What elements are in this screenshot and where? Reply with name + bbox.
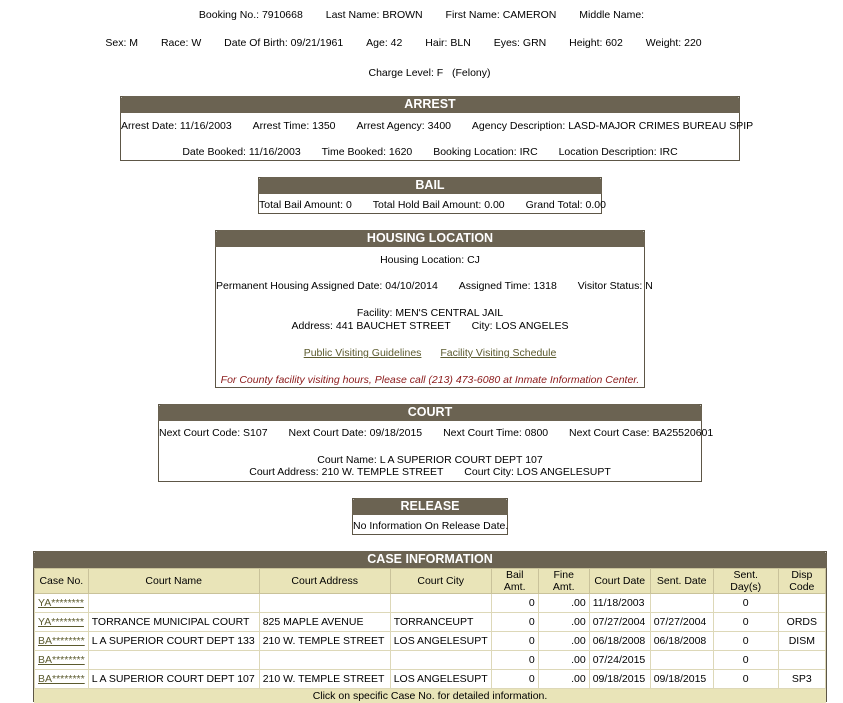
time-booked: Time Booked: 1620 xyxy=(321,146,413,158)
visiting-links xyxy=(216,347,644,359)
agency-description: Agency Description: LASD-MAJOR CRIMES BUREAU SPIP xyxy=(471,120,754,132)
release-panel xyxy=(352,498,508,535)
charge-description: (Felony) xyxy=(451,67,491,79)
next-court-time: Next Court Time: 0800 xyxy=(443,427,549,439)
court-city-cell: LOS ANGELESUPT xyxy=(390,632,491,651)
arrest-date: Arrest Date: 11/16/2003 xyxy=(121,120,232,132)
col-court-address: Court Address xyxy=(259,569,390,594)
court-panel xyxy=(158,404,714,482)
release-info: No Information On Release Date. xyxy=(353,520,509,532)
eyes: Eyes: GRN xyxy=(493,37,547,49)
location-description: Location Description: IRC xyxy=(558,146,678,158)
arrest-panel xyxy=(120,96,754,161)
visitor-status: Visitor Status: N xyxy=(577,280,653,292)
col-disp-code: Disp Code xyxy=(778,569,825,594)
sent-date-cell xyxy=(650,651,713,670)
arrest-time: Arrest Time: 1350 xyxy=(252,120,336,132)
housing-title: HOUSING LOCATION xyxy=(215,230,645,247)
charge-line xyxy=(8,67,843,79)
next-court-date: Next Court Date: 09/18/2015 xyxy=(288,427,423,439)
facility: Facility: MEN'S CENTRAL JAIL xyxy=(356,307,504,319)
col-bail-amt: Bail Amt. xyxy=(491,569,538,594)
last-name: Last Name: BROWN xyxy=(325,9,423,21)
arrest-row-1 xyxy=(121,120,754,132)
sent-days-cell: 0 xyxy=(713,651,778,670)
col-fine-amt: Fine Amt. xyxy=(538,569,589,594)
sent-days-cell: 0 xyxy=(713,670,778,689)
fine-amt-cell: .00 xyxy=(538,670,589,689)
case-no-link[interactable]: YA******** xyxy=(38,616,84,628)
fine-amt-cell: .00 xyxy=(538,613,589,632)
booking-no: Booking No.: 7910668 xyxy=(198,9,303,21)
disp-code-cell xyxy=(778,594,825,613)
case-table-header xyxy=(35,569,826,594)
disp-code-cell: ORDS xyxy=(778,613,825,632)
height: Height: 602 xyxy=(569,37,623,49)
public-visiting-guidelines-link[interactable]: Public Visiting Guidelines xyxy=(303,347,422,359)
release-title: RELEASE xyxy=(352,498,508,515)
age: Age: 42 xyxy=(366,37,403,49)
fine-amt-cell: .00 xyxy=(538,632,589,651)
court-address-cell: 825 MAPLE AVENUE xyxy=(259,613,390,632)
charge-level: Charge Level: F xyxy=(368,67,444,79)
disp-code-cell: DISM xyxy=(778,632,825,651)
next-court-case: Next Court Case: BA25520601 xyxy=(569,427,714,439)
sent-date-cell: 06/18/2008 xyxy=(650,632,713,651)
court-city: Court City: LOS ANGELESUPT xyxy=(464,466,611,478)
court-city-cell xyxy=(390,594,491,613)
sent-date-cell: 09/18/2015 xyxy=(650,670,713,689)
court-city-cell xyxy=(390,651,491,670)
facility-city: City: LOS ANGELES xyxy=(471,320,569,332)
middle-name: Middle Name: xyxy=(579,9,645,21)
assigned-time: Assigned Time: 1318 xyxy=(458,280,557,292)
court-name-cell xyxy=(88,651,259,670)
court-date-cell: 09/18/2015 xyxy=(589,670,650,689)
grand-total: Grand Total: 0.00 xyxy=(525,199,606,211)
table-row xyxy=(35,632,826,651)
court-name-cell xyxy=(88,594,259,613)
court-name-cell: L A SUPERIOR COURT DEPT 107 xyxy=(88,670,259,689)
sent-days-cell: 0 xyxy=(713,632,778,651)
fine-amt-cell: .00 xyxy=(538,651,589,670)
court-city-cell: LOS ANGELESUPT xyxy=(390,670,491,689)
table-row xyxy=(35,670,826,689)
col-case-no: Case No. xyxy=(35,569,89,594)
bail-title: BAIL xyxy=(258,177,602,194)
bail-amt-cell: 0 xyxy=(491,651,538,670)
court-row-1 xyxy=(159,427,714,439)
court-address-cell xyxy=(259,594,390,613)
arrest-row-2 xyxy=(121,146,739,158)
weight: Weight: 220 xyxy=(645,37,702,49)
sent-days-cell: 0 xyxy=(713,613,778,632)
court-date-cell: 07/27/2004 xyxy=(589,613,650,632)
inmate-name-line xyxy=(0,9,843,21)
date-of-birth: Date Of Birth: 09/21/1961 xyxy=(224,37,344,49)
next-court-code: Next Court Code: S107 xyxy=(159,427,268,439)
arrest-agency: Arrest Agency: 3400 xyxy=(356,120,451,132)
court-address: Court Address: 210 W. TEMPLE STREET xyxy=(249,466,444,478)
arrest-title: ARREST xyxy=(120,96,740,113)
bail-panel xyxy=(258,177,606,214)
sex: Sex: M xyxy=(105,37,139,49)
facility-address: Address: 441 BAUCHET STREET xyxy=(291,320,451,332)
court-name-cell: L A SUPERIOR COURT DEPT 133 xyxy=(88,632,259,651)
visiting-hours-notice: For County facility visiting hours, Please call (213) 473-6080 at Inmate Information Center. xyxy=(220,374,640,386)
case-no-link[interactable]: BA******** xyxy=(38,635,85,647)
court-name-cell: TORRANCE MUNICIPAL COURT xyxy=(88,613,259,632)
court-address-cell: 210 W. TEMPLE STREET xyxy=(259,670,390,689)
bail-row xyxy=(259,199,606,211)
table-row xyxy=(35,651,826,670)
col-sent-days: Sent. Day(s) xyxy=(713,569,778,594)
housing-panel xyxy=(215,230,653,388)
total-hold-bail-amount: Total Hold Bail Amount: 0.00 xyxy=(372,199,505,211)
disp-code-cell: SP3 xyxy=(778,670,825,689)
first-name: First Name: CAMERON xyxy=(445,9,557,21)
permanent-housing-date: Permanent Housing Assigned Date: 04/10/2014 xyxy=(216,280,438,292)
table-row xyxy=(35,594,826,613)
court-address-row xyxy=(159,466,701,478)
court-address-cell xyxy=(259,651,390,670)
col-sent-date: Sent. Date xyxy=(650,569,713,594)
race: Race: W xyxy=(160,37,202,49)
court-city-cell: TORRANCEUPT xyxy=(390,613,491,632)
court-title: COURT xyxy=(158,404,702,421)
disp-code-cell xyxy=(778,651,825,670)
case-no-link[interactable]: BA******** xyxy=(38,654,85,666)
court-address-cell: 210 W. TEMPLE STREET xyxy=(259,632,390,651)
case-information-title: CASE INFORMATION xyxy=(33,551,827,568)
table-row xyxy=(35,613,826,632)
housing-location: Housing Location: CJ xyxy=(380,254,480,266)
sent-days-cell: 0 xyxy=(713,594,778,613)
bail-amt-cell: 0 xyxy=(491,613,538,632)
total-bail-amount: Total Bail Amount: 0 xyxy=(259,199,352,211)
court-date-cell: 11/18/2003 xyxy=(589,594,650,613)
hair: Hair: BLN xyxy=(425,37,471,49)
court-date-cell: 06/18/2008 xyxy=(589,632,650,651)
col-court-city: Court City xyxy=(390,569,491,594)
case-table xyxy=(34,568,826,689)
sent-date-cell xyxy=(650,594,713,613)
booking-location: Booking Location: IRC xyxy=(433,146,538,158)
inmate-physical-line xyxy=(0,37,825,49)
bail-amt-cell: 0 xyxy=(491,594,538,613)
case-information-panel xyxy=(33,551,827,702)
facility-visiting-schedule-link[interactable]: Facility Visiting Schedule xyxy=(440,347,557,359)
sent-date-cell: 07/27/2004 xyxy=(650,613,713,632)
court-name: Court Name: L A SUPERIOR COURT DEPT 107 xyxy=(317,454,543,466)
col-court-name: Court Name xyxy=(88,569,259,594)
date-booked: Date Booked: 11/16/2003 xyxy=(182,146,301,158)
court-date-cell: 07/24/2015 xyxy=(589,651,650,670)
case-no-link[interactable]: BA******** xyxy=(38,673,85,685)
case-no-link[interactable]: YA******** xyxy=(38,597,84,609)
fine-amt-cell: .00 xyxy=(538,594,589,613)
bail-amt-cell: 0 xyxy=(491,670,538,689)
bail-amt-cell: 0 xyxy=(491,632,538,651)
facility-address-row xyxy=(216,320,644,332)
col-court-date: Court Date xyxy=(589,569,650,594)
case-table-footer-note: Click on specific Case No. for detailed information. xyxy=(34,689,826,703)
housing-assignment-row xyxy=(216,280,653,292)
